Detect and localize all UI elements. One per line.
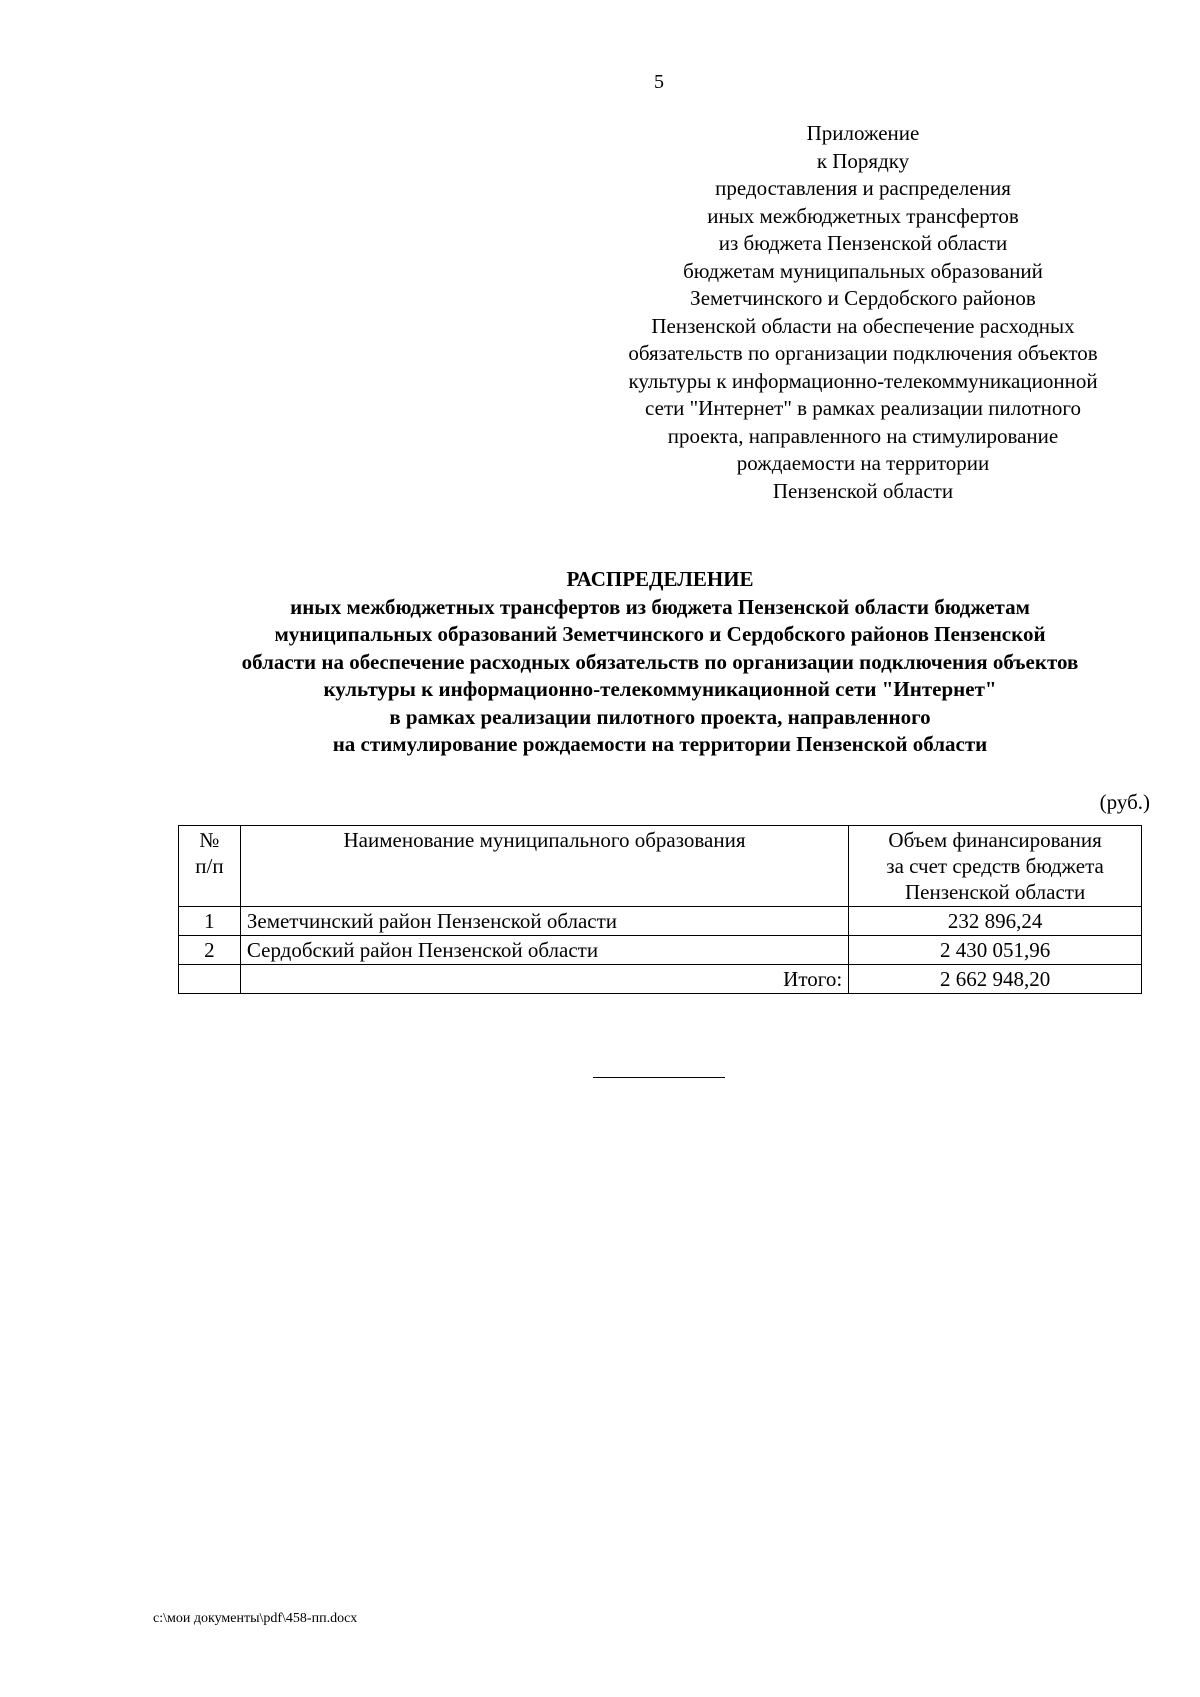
total-empty-cell [179, 965, 241, 994]
row-name: Сердобский район Пензенской области [240, 936, 848, 965]
row-number: 1 [179, 907, 241, 936]
appendix-line: бюджетам муниципальных образований [683, 258, 1043, 283]
header-amount: Объем финансирования за счет средств бюджета Пензенской области [849, 826, 1142, 907]
title-line: в рамках реализации пилотного проекта, направленного [389, 704, 931, 729]
title-line: иных межбюджетных трансфертов из бюджета Пензенской области бюджетам [290, 594, 1030, 619]
row-amount: 232 896,24 [849, 907, 1142, 936]
title-line: на стимулирование рождаемости на территории Пензенской области [332, 732, 988, 756]
appendix-line: рождаемости на территории [736, 451, 990, 475]
table-total-row [179, 965, 1142, 994]
header-name: Наименование муниципального образования [240, 826, 848, 907]
appendix-line: культуры к информационно-телекоммуникационной [628, 368, 1098, 393]
table-header-row [179, 826, 1142, 907]
row-number: 2 [179, 936, 241, 965]
distribution-table [178, 825, 1142, 994]
row-name: Земетчинский район Пензенской области [240, 907, 848, 936]
appendix-line: обязательств по организации подключения объектов [628, 341, 1098, 365]
title-line: области на обеспечение расходных обязательств по организации подключения объектов [241, 649, 1079, 674]
appendix-line: иных межбюджетных трансфертов [707, 203, 1019, 228]
appendix-header [563, 120, 1163, 505]
appendix-line: предоставления и распределения [715, 176, 1011, 200]
document-title [110, 566, 1200, 759]
appendix-line: сети "Интернет" в рамках реализации пилотного [645, 396, 1081, 420]
appendix-line: проекта, направленного на стимулирование [667, 423, 1059, 448]
row-amount: 2 430 051,96 [849, 936, 1142, 965]
appendix-line: Земетчинского и Сердобского районов [690, 286, 1036, 310]
table-row [179, 907, 1142, 936]
title-line: культуры к информационно-телекоммуникационной сети "Интернет" [323, 677, 997, 701]
table-row [179, 936, 1142, 965]
page-number: 5 [654, 71, 664, 93]
appendix-line: Пензенской области на обеспечение расходных [651, 313, 1075, 338]
title-line: РАСПРЕДЕЛЕНИЕ [566, 567, 754, 591]
appendix-line: Пензенской области [772, 478, 954, 503]
end-separator-line [593, 1077, 725, 1078]
footer-file-path: c:\мои документы\pdf\458-пп.docx [153, 1611, 358, 1626]
appendix-line: к Порядку [816, 148, 910, 173]
total-label: Итого: [240, 965, 848, 994]
appendix-line: Приложение [806, 121, 920, 145]
title-line: муниципальных образований Земетчинского и Сердобского районов Пензенской [274, 622, 1046, 646]
total-amount: 2 662 948,20 [849, 965, 1142, 994]
header-number: № п/п [179, 826, 241, 907]
currency-unit: (руб.) [1099, 790, 1150, 814]
appendix-line: из бюджета Пензенской области [718, 231, 1008, 255]
